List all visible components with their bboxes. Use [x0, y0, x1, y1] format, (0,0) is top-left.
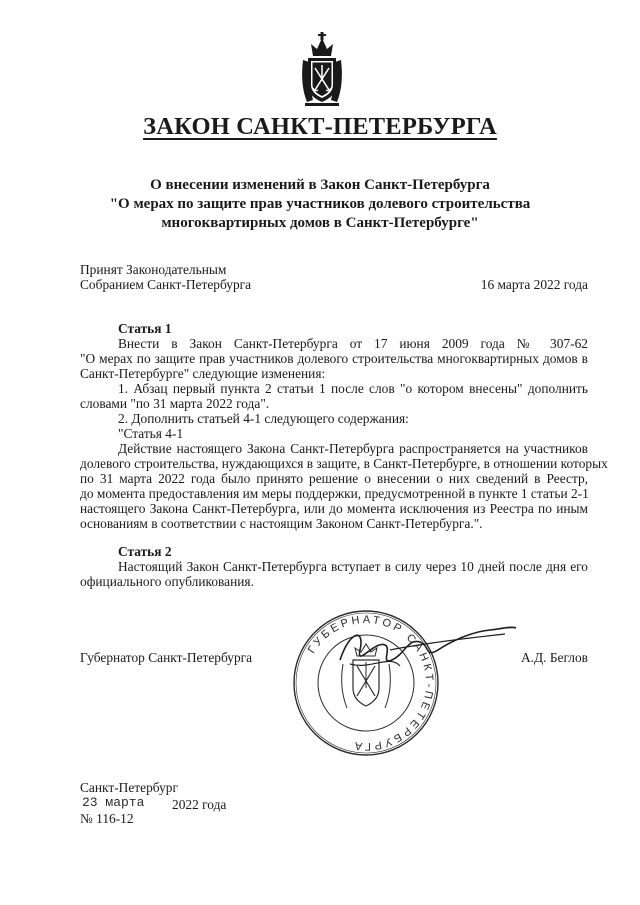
- adoption-date: 16 марта 2022 года: [480, 277, 588, 292]
- article-1-line: "О мерах по защите прав участников долевого строительства многоквартирных домов в: [80, 351, 588, 366]
- article-1-line: словами "по 31 марта 2022 года".: [80, 396, 270, 411]
- article-1-line: 1. Абзац первый пункта 2 статьи 1 после слов "о котором внесены" дополнить: [118, 381, 588, 396]
- law-subtitle: [60, 176, 580, 233]
- subtitle-line: О внесении изменений в Закон Санкт-Петербурга: [150, 177, 490, 193]
- article-1-line: "Статья 4-1: [118, 426, 184, 441]
- article-1-heading: Статья 1: [118, 321, 172, 336]
- article-2-line: Настоящий Закон Санкт-Петербурга вступает в силу через 10 дней после дня его: [118, 559, 588, 574]
- governor-name: А.Д. Беглов: [521, 650, 588, 665]
- footer-date-day: 23 марта: [82, 795, 145, 810]
- subtitle-line: многоквартирных домов в Санкт-Петербурге": [161, 215, 479, 231]
- footer-date-year: 2022 года: [172, 797, 227, 812]
- article-1-line: Санкт-Петербурге" следующие изменения:: [80, 366, 326, 381]
- article-1-line: до момента предоставления им меры поддержки, предусмотренной в пункте 1 статьи 2-1: [80, 486, 589, 501]
- article-1-line: настоящего Закона Санкт-Петербурга, или до момента исключения из Реестра по иным: [80, 501, 588, 516]
- article-1-line: долевого строительства, нуждающихся в защите, в Санкт-Петербурге, в отношении которых: [80, 456, 608, 471]
- adoption-line-1: Принят Законодательным: [80, 262, 227, 277]
- governor-title: Губернатор Санкт-Петербурга: [80, 650, 253, 665]
- article-1-line: 2. Дополнить статьей 4-1 следующего содержания:: [118, 411, 409, 426]
- article-2-heading: Статья 2: [118, 544, 172, 559]
- seal-text: ГУБЕРНАТОР САНКТ-ПЕТЕРБУРГА: [305, 613, 436, 753]
- subtitle-line: "О мерах по защите прав участников долевого строительства: [109, 196, 531, 212]
- adoption-line-2: Собранием Санкт-Петербурга: [80, 277, 252, 292]
- article-1-line: Действие настоящего Закона Санкт-Петербурга распространяется на участников: [118, 441, 588, 456]
- footer-number: № 116-12: [80, 811, 134, 826]
- article-1-line: Внести в Закон Санкт-Петербурга от 17 июня 2009 года № 307-62: [118, 336, 588, 351]
- law-title: ЗАКОН САНКТ-ПЕТЕРБУРГА: [143, 113, 497, 140]
- article-2-line: официального опубликования.: [80, 574, 254, 589]
- article-1-line: основаниям в соответствии с настоящим Законом Санкт-Петербурга.".: [80, 516, 483, 531]
- handwritten-signature-icon: [330, 620, 520, 680]
- footer-city: Санкт-Петербург: [80, 780, 178, 795]
- coat-of-arms-icon: [299, 30, 345, 108]
- article-1-line: по 31 марта 2022 года было принято решение о внесении о них сведений в Реестр,: [80, 471, 588, 486]
